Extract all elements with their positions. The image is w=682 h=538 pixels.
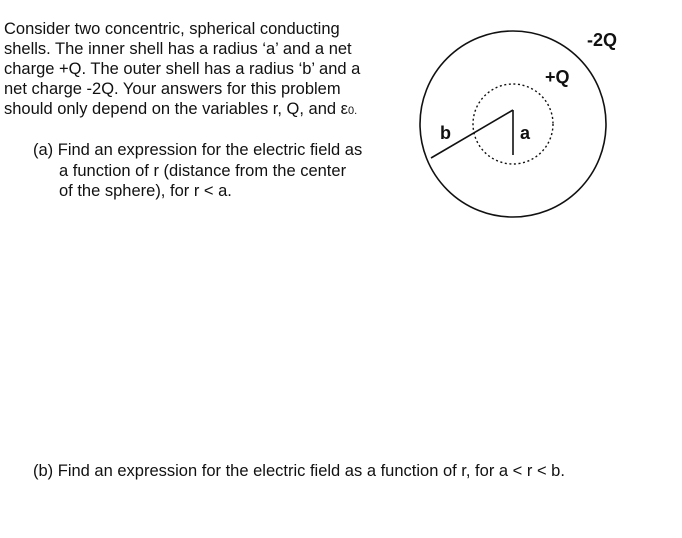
question-a-line-1: (a) Find an expression for the electric field as xyxy=(33,141,363,159)
outer-charge-label: -2Q xyxy=(587,30,618,50)
problem-line-5-text: should only depend on the variables r, Q, and ε xyxy=(4,100,349,118)
question-a-line-3: of the sphere), for r < a. xyxy=(59,182,232,200)
problem-statement xyxy=(4,19,414,121)
problem-line-5 xyxy=(4,99,414,121)
inner-radius-label: a xyxy=(520,123,531,143)
epsilon-subscript: 0. xyxy=(348,105,358,117)
problem-line-4: net charge -2Q. Your answers for this problem xyxy=(4,80,341,98)
outer-radius-label: b xyxy=(440,123,451,143)
concentric-shells-diagram xyxy=(400,10,640,220)
problem-line-3: charge +Q. The outer shell has a radius ‘b’ and a xyxy=(4,60,361,78)
question-a-line-2: a function of r (distance from the center xyxy=(59,161,347,180)
problem-line-2: shells. The inner shell has a radius ‘a’ and a net xyxy=(4,40,352,58)
question-a xyxy=(33,140,413,202)
question-b: (b) Find an expression for the electric field as a function of r, for a < r < b. xyxy=(33,462,565,480)
inner-charge-label: +Q xyxy=(545,67,570,87)
problem-line-1: Consider two concentric, spherical conducting xyxy=(4,20,340,38)
